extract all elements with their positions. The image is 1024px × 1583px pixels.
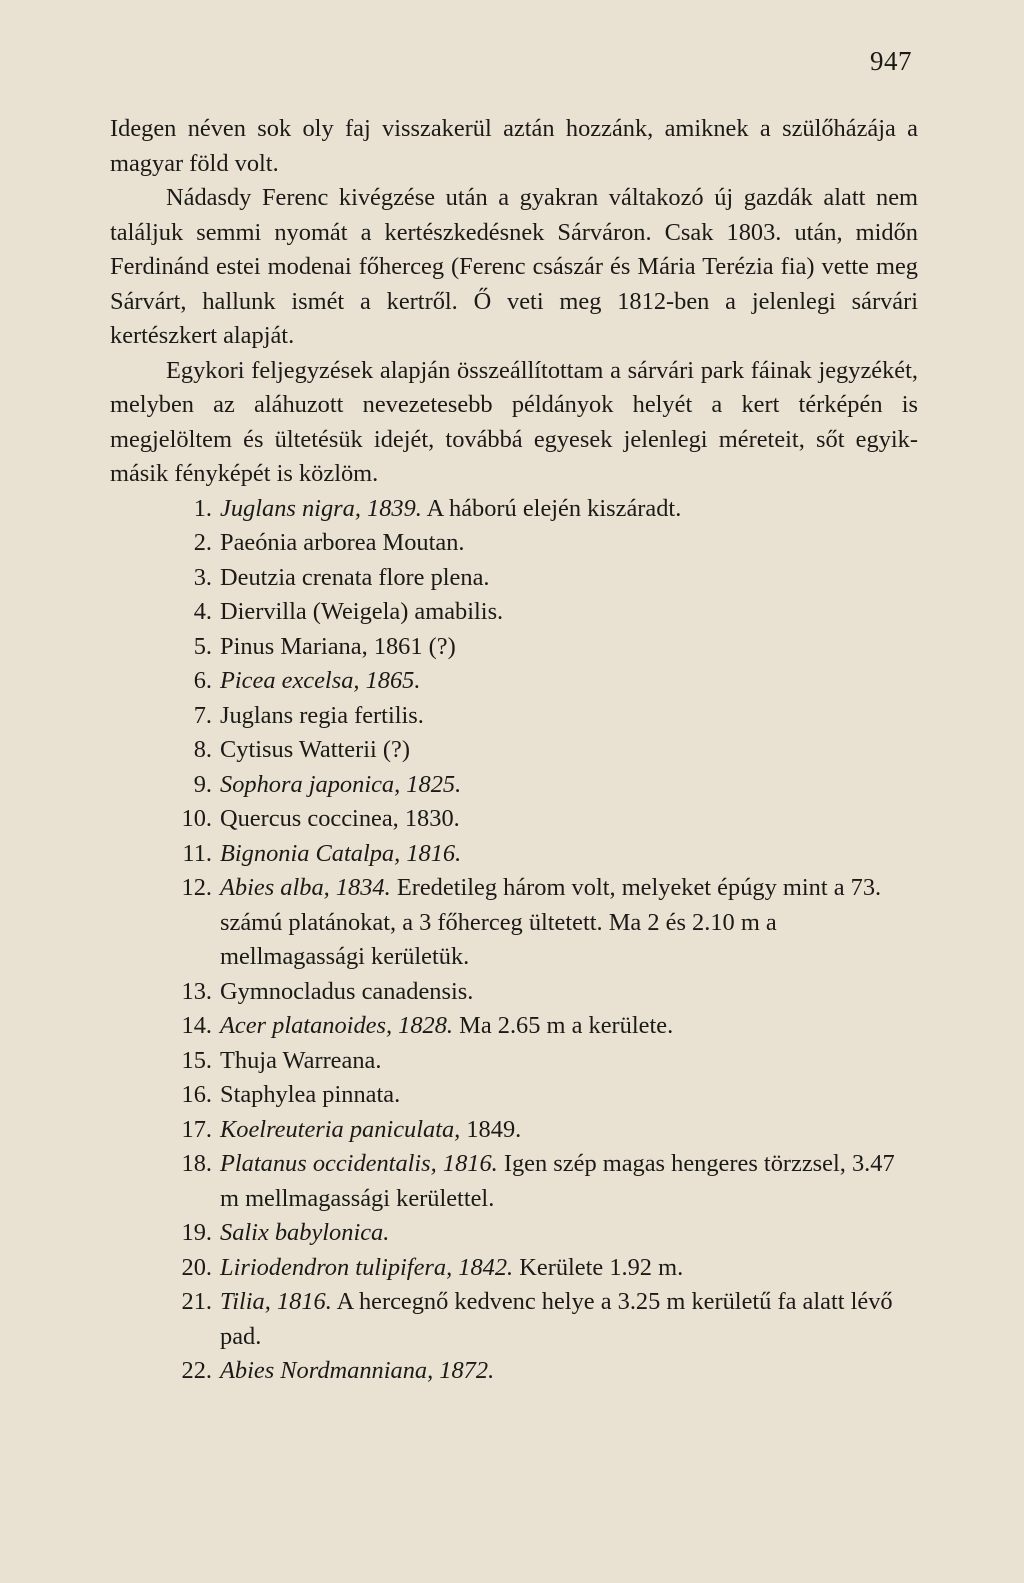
species-name: Sophora japonica, 1825. xyxy=(220,770,462,798)
item-number: 16. xyxy=(181,1081,212,1108)
item-number: 7. xyxy=(193,701,212,729)
species-name: Acer platanoides, 1828. xyxy=(220,1012,454,1039)
item-number: 1. xyxy=(193,494,212,522)
item-number: 22. xyxy=(181,1357,212,1384)
list-item xyxy=(110,630,918,665)
list-item xyxy=(110,1216,918,1251)
item-number: 21. xyxy=(181,1288,212,1315)
item-number: 2. xyxy=(193,529,212,556)
list-item xyxy=(110,837,918,872)
paragraph-1: Idegen néven sok oly faj visszakerül aztán hozzánk, amiknek a szülőházája a magyar föld volt. xyxy=(110,115,918,177)
item-text: Deutzia crenata flore plena. xyxy=(220,563,490,591)
item-text: Quercus coccinea, 1830. xyxy=(220,805,460,832)
item-text: Pinus Mariana, 1861 (?) xyxy=(220,632,456,660)
list-item xyxy=(110,1147,918,1216)
item-text: Staphylea pinnata. xyxy=(220,1081,401,1108)
species-name: Liriodendron tulipifera, 1842. xyxy=(220,1253,514,1281)
species-name: Platanus occidentalis, 1816. xyxy=(220,1150,498,1177)
item-number: 20. xyxy=(181,1253,212,1281)
species-name: Abies Nordmanniana, 1872. xyxy=(220,1357,495,1384)
list-item xyxy=(110,1044,918,1079)
body-text xyxy=(110,112,918,1389)
list-item xyxy=(110,768,918,803)
paragraph-3: Egykori feljegyzések alapján összeállítottam a sárvári park fáinak jegyzékét, melyben az aláhuzott nevezetesebb példányok helyét a kert térképén is megjelöltem és ültetésük idejét, továbbá egyesek jelenlegi méreteit, sőt egyik-másik fényképét is közlöm. xyxy=(110,356,918,487)
list-item xyxy=(110,802,918,837)
item-number: 4. xyxy=(193,598,212,625)
item-text: Kerülete 1.92 m. xyxy=(513,1253,684,1281)
list-item xyxy=(110,699,918,734)
species-name: Bignonia Catalpa, 1816. xyxy=(220,839,462,867)
species-name: Picea excelsa, 1865. xyxy=(220,667,421,694)
species-name: Abies alba, 1834. xyxy=(220,874,391,901)
item-number: 10. xyxy=(181,805,212,832)
list-item xyxy=(110,975,918,1010)
item-text: A hercegnő kedvenc helye a 3.25 m kerületű fa alatt lévő pad. xyxy=(220,1288,893,1350)
item-number: 11. xyxy=(182,839,212,867)
item-number: 13. xyxy=(181,977,212,1005)
item-text: Diervilla (Weigela) amabilis. xyxy=(220,598,504,625)
list-item xyxy=(110,1354,918,1389)
list-item xyxy=(110,1009,918,1044)
item-text: Gymnocladus canadensis. xyxy=(220,977,474,1005)
list-item xyxy=(110,871,918,975)
item-number: 17. xyxy=(181,1115,212,1143)
item-text: Cytisus Watterii (?) xyxy=(220,736,410,763)
item-number: 6. xyxy=(193,667,212,694)
species-name: Koelreuteria paniculata, xyxy=(220,1115,461,1143)
item-text: 1849. xyxy=(460,1115,522,1143)
item-text: Thuja Warreana. xyxy=(220,1046,382,1074)
item-text: A háború elején kiszáradt. xyxy=(421,494,682,522)
list-item xyxy=(110,1113,918,1148)
item-number: 5. xyxy=(193,632,212,660)
species-name: Tilia, 1816. xyxy=(220,1288,332,1315)
item-text: Eredetileg három volt, melyeket épúgy mint a 73. számú platánokat, a 3 főherceg ültetett. Ma 2 és 2.10 m a mellmagassági kerületük. xyxy=(220,874,882,970)
list-item xyxy=(110,595,918,630)
list-item xyxy=(110,733,918,768)
item-text: Ma 2.65 m a kerülete. xyxy=(453,1012,674,1039)
page-number: 947 xyxy=(870,46,912,76)
list-item xyxy=(110,1251,918,1286)
item-number: 15. xyxy=(181,1046,212,1074)
item-number: 14. xyxy=(181,1012,212,1039)
species-name: Juglans nigra, 1839. xyxy=(220,494,422,522)
tree-list xyxy=(110,492,918,1389)
item-number: 8. xyxy=(193,736,212,763)
item-number: 9. xyxy=(193,770,212,798)
species-name: Salix babylonica. xyxy=(220,1219,390,1246)
list-item xyxy=(110,1285,918,1354)
item-text: Igen szép magas hengeres törzzsel, 3.47 m mellmagassági kerülettel. xyxy=(220,1150,895,1212)
item-number: 18. xyxy=(181,1150,212,1177)
list-item xyxy=(110,492,918,527)
item-text: Paeónia arborea Moutan. xyxy=(220,529,465,556)
item-number: 3. xyxy=(193,563,212,591)
list-item xyxy=(110,1078,918,1113)
item-text: Juglans regia fertilis. xyxy=(220,701,424,729)
list-item xyxy=(110,664,918,699)
item-number: 12. xyxy=(181,874,212,901)
item-number: 19. xyxy=(181,1219,212,1246)
paragraph-2: Nádasdy Ferenc kivégzése után a gyakran váltakozó új gazdák alatt nem találjuk semmi nyomát a kertészkedésnek Sárváron. Csak 1803. után, midőn Ferdinánd estei modenai főherceg (Ferenc császár és Mária Terézia fia) vette meg Sárvárt, hallunk ismét a kertről. Ő veti meg 1812-ben a jelenlegi sárvári kertészkert alapját. xyxy=(110,184,918,349)
list-item xyxy=(110,526,918,561)
list-item xyxy=(110,561,918,596)
